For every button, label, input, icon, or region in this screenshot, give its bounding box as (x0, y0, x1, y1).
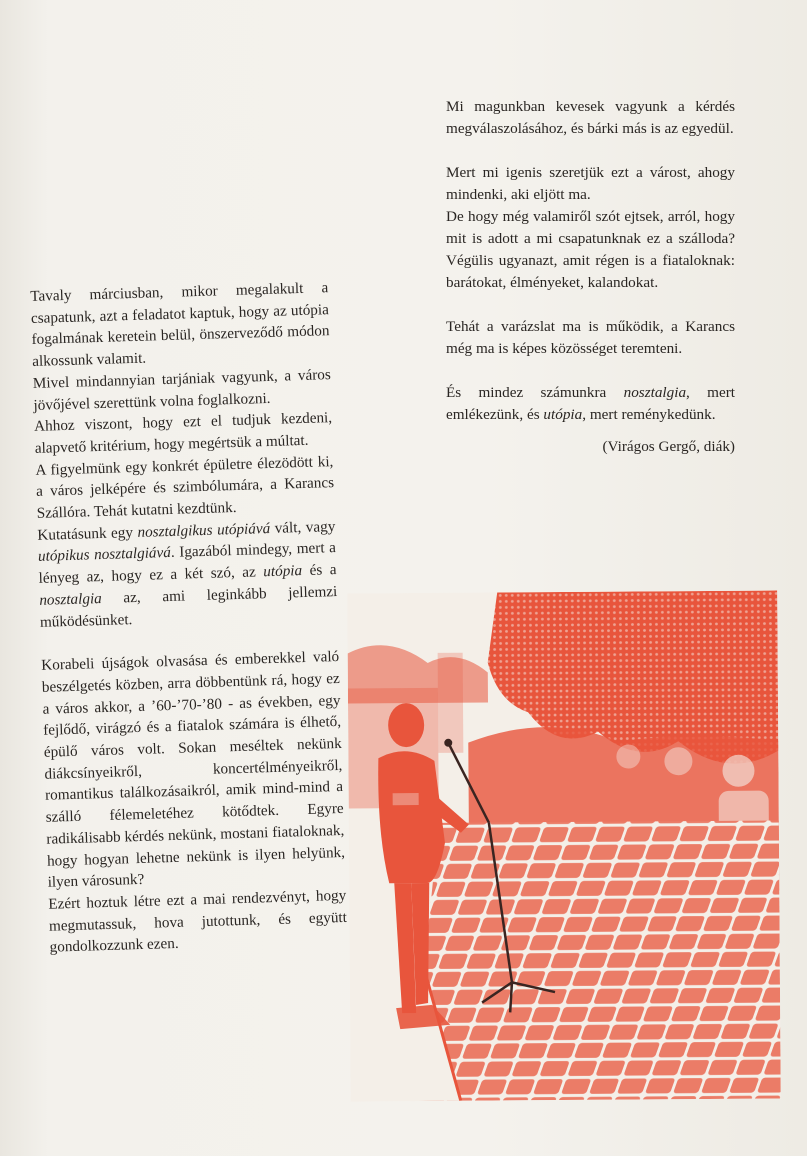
paragraph: Ahhoz viszont, hogy ezt el tudjuk kezdeni, alapvető kritérium, hogy megértsük a múltat. (33, 409, 333, 457)
event-photo (347, 591, 781, 1102)
paragraph: Tavaly márciusban, mikor megalakult a csapatunk, azt a feladatot kaptuk, hogy az utópia fogalmának keretein belül, önszerveződő módon alkossunk valamit. (30, 279, 330, 371)
paragraph: Mivel mindannyian tarjániak vagyunk, a város jövőjével szerettünk volna foglalkozni. (32, 365, 332, 414)
paragraph: A figyelmünk egy konkrét épületre élezödött ki, a város jelképére és szimbólumára, a Karancs Szállóra. Tehát kutatni kezdtünk. (35, 452, 335, 522)
paragraph: Mert mi igenis szeretjük ezt a várost, ahogy mindenki, aki eljött ma. (446, 164, 735, 203)
paragraph: És mindez számunkra nosztalgia, mert emlékezünk, és utópia, mert reménykedünk. (446, 384, 735, 423)
paragraph: Ezért hoztuk létre ezt a mai rendezvényt, hogy megmutassuk, hova jutottunk, és együtt gondolkozzunk ezen. (48, 886, 348, 957)
author-signature: (Virágos Gergő, diák) (602, 438, 735, 455)
left-text-column (30, 277, 348, 959)
paragraph: Mi magunkban kevesek vagyunk a kérdés megválaszolásához, és bárki más is az egyedül. (446, 98, 735, 137)
paragraph: Korabeli újságok olvasása és emberekkel való beszélgetés közben, arra döbbentünk rá, hogy ez a város akkor, a ’60-’70-’80 - as években, egy fejlődő, virágzó és a fiatalok számára is élhető, épülő város volt. Sokan meséltek nekünk diákcsínyeikről, koncertélményeikről, romantikus találkozásaikról, amik mind-mind a szálló félemeletéhez kötődtek. Egyre radikálisabb kérdés nekünk, mostani fiataloknak, hogy hogyan lehetne nekünk is ilyen helyünk, ilyen városunk? (41, 648, 346, 892)
event-photo-image (347, 591, 781, 1102)
paragraph: De hogy még valamiről szót ejtsek, arról, hogy mit is adott a mi csapatunknak ez a szálloda? Végülis ugyanazt, amit régen is a fiataloknak: barátokat, élményeket, kalandokat. (446, 208, 735, 291)
paragraph: Tehát a varázslat ma is működik, a Karancs még ma is képes közösséget teremteni. (446, 318, 735, 357)
right-text-column (446, 96, 735, 458)
paragraph: Kutatásunk egy nosztalgikus utópiává vált, vagy utópikus nosztalgiává. Igazából mindegy, mert a lényeg az, hogy ez a két szó, az utópia és a nosztalgia az, ami leginkább jellemzi működésünket. (37, 517, 338, 631)
